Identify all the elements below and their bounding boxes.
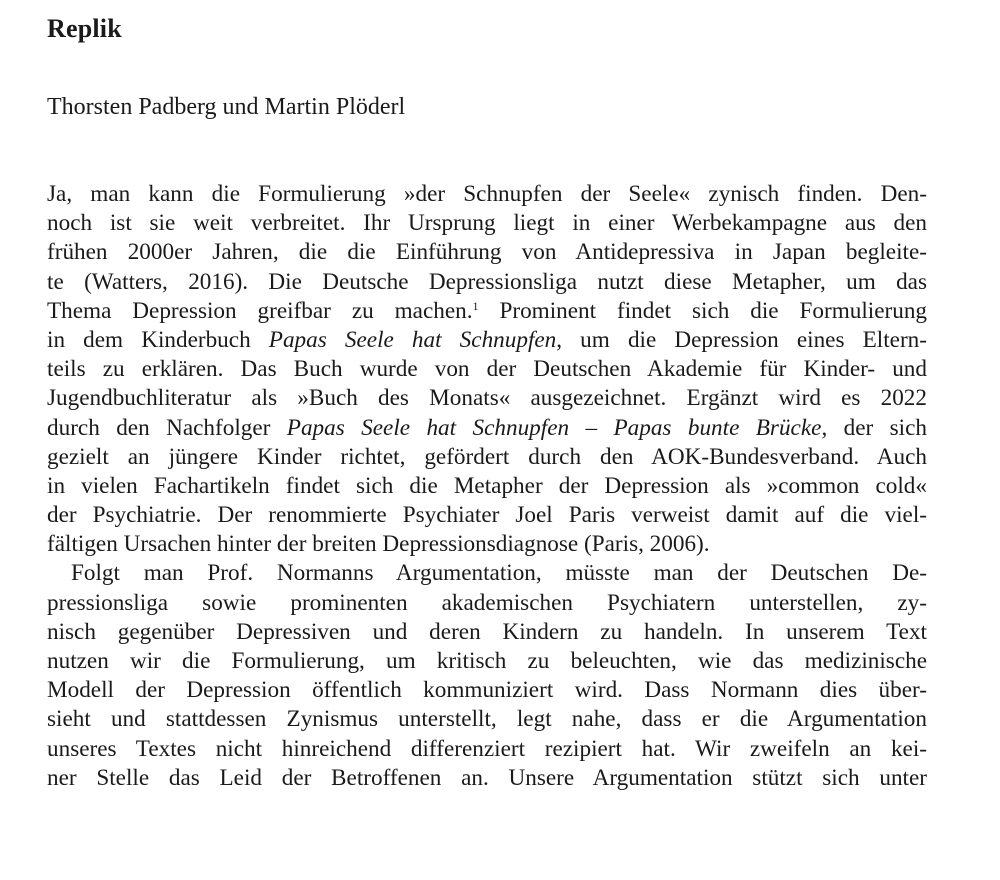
text-segment: , um die Depression eines Eltern- [556,326,927,353]
text-line: noch ist sie weit verbreitet. Ihr Ursprung liegt in einer Werbekampagne aus den [47,210,927,237]
text-segment: Thema Depression greifbar zu machen. [47,297,473,324]
text-line: Folgt man Prof. Normanns Argumentation, müsste man der Deutschen De- [71,560,927,587]
text-line: Jugendbuchliteratur als »Buch des Monats« ausgezeichnet. Ergänzt wird es 2022 [47,385,927,412]
footnote-marker[interactable]: 1 [472,298,479,313]
text-segment: Prominent findet sich die Formulierung [478,297,928,324]
text-line: gezielt an jüngere Kinder richtet, gefördert durch den AOK-Bundesverband. Auch [47,443,927,470]
text-segment: in dem Kinderbuch [47,326,269,353]
text-line: te (Watters, 2016). Die Deutsche Depressionsliga nutzt diese Metapher, um das [47,268,927,295]
section-heading: Replik [47,14,122,43]
author-line: Thorsten Padberg und Martin Plöderl [47,94,406,120]
text-line: unseres Textes nicht hinreichend differenziert rezipiert hat. Wir zweifeln an kei- [47,735,927,762]
text-line: Ja, man kann die Formulierung »der Schnupfen der Seele« zynisch finden. Den- [47,181,927,207]
paragraph-2 [47,559,927,793]
text-line: sieht und stattdessen Zynismus unterstellt, legt nahe, dass er die Argumentation [47,706,927,733]
text-line: in vielen Fachartikeln findet sich die Metapher der Depression als »common cold« [47,472,927,499]
text-line: nutzen wir die Formulierung, um kritisch zu beleuchten, wie das medizinische [47,648,927,674]
text-line: ner Stelle das Leid der Betroffenen an. Unsere Argumentation stützt sich unter [47,764,927,791]
book-title: Papas Seele hat Schnupfen [268,326,557,353]
body-text [47,180,927,793]
text-segment: , der sich [821,414,927,441]
text-line: teils zu erklären. Das Buch wurde von der Deutschen Akademie für Kinder- und [47,356,927,383]
text-line: pressionsliga sowie prominenten akademischen Psychiatern unterstellen, zy- [47,589,927,616]
text-line: frühen 2000er Jahren, die die Einführung von Antidepressiva in Japan begleite- [47,239,927,266]
text-line: nisch gegenüber Depressiven und deren Kindern zu handeln. In unserem Text [47,618,927,645]
text-line: fältigen Ursachen hinter der breiten Depressionsdiagnose (Paris, 2006). [47,531,710,558]
paragraph-1 [47,180,927,559]
book-title: Papas Seele hat Schnupfen – Papas bunte Brücke [286,414,822,441]
text-line [47,297,927,326]
text-line [47,414,927,443]
text-segment: durch den Nachfolger [47,414,287,441]
text-line: Modell der Depression öffentlich kommuniziert wird. Dass Normann dies über- [47,677,927,704]
text-line [47,326,927,355]
text-line: der Psychiatrie. Der renommierte Psychiater Joel Paris verweist damit auf die viel- [47,502,927,529]
